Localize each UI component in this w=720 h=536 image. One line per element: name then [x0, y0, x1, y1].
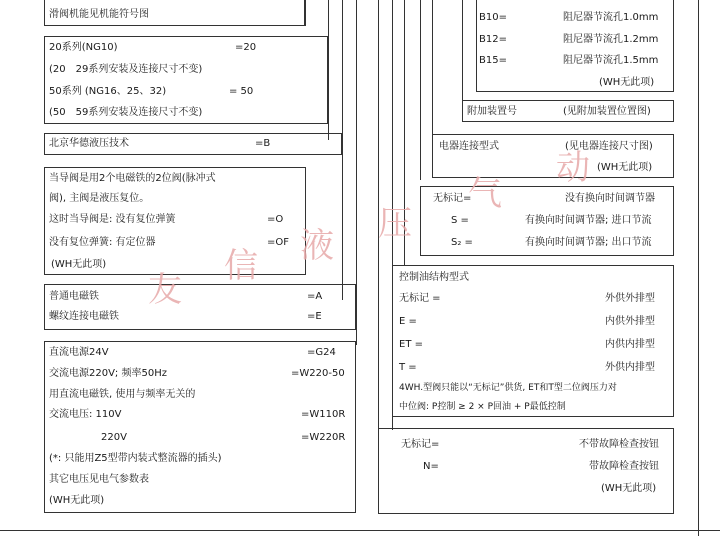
pilot-code-3: ET =: [399, 339, 423, 350]
ac-power-code: =W220-50: [291, 368, 345, 379]
watermark-char-2: 信: [224, 246, 258, 286]
orifice-box: [476, 0, 674, 92]
left-vertical-line-2: [342, 0, 343, 300]
pilot-code-1: 无标记 =: [399, 293, 441, 304]
reset-line-1: 当导阀是用2个电磁铁的2位阀(脉冲式: [49, 173, 216, 184]
reset-line-3-code: =O: [267, 214, 284, 225]
technology-box: [44, 133, 342, 155]
watermark-char-4: 压: [378, 204, 412, 244]
solenoid-standard-code: =A: [307, 291, 323, 302]
ac-110-label: 交流电压: 110V: [49, 409, 122, 420]
solenoid-threaded-code: =E: [307, 311, 322, 322]
ac-110-code: =W110R: [301, 409, 346, 420]
orifice-code-1: B10=: [479, 12, 507, 23]
valve-function-box: [44, 0, 306, 26]
dc-power-label: 直流电源24V: [49, 347, 109, 358]
pilot-desc-2: 内供外排型: [605, 316, 655, 327]
watermark-char-6: 动: [556, 148, 590, 188]
attachment-label: 附加装置号: [467, 106, 517, 117]
reset-line-2: 阀), 主阀是液压复位。: [49, 193, 150, 204]
series-box: [44, 36, 328, 124]
switching-desc-3: 有换向时间调节器; 出口节流: [525, 237, 652, 248]
ac-220-code: =W220R: [301, 432, 346, 443]
switching-code-2: S =: [451, 215, 469, 226]
left-vertical-line-1: [328, 0, 329, 140]
orifice-code-3: B15=: [479, 55, 507, 66]
left-vertical-line-3: [356, 0, 357, 345]
ac-power-label: 交流电源220V; 频率50Hz: [49, 368, 167, 379]
pilot-note-1: 4WH.型阀只能以“无标记”供货, ET和T型二位阀压力对: [399, 383, 617, 393]
power-supply-box: [44, 341, 356, 513]
rectifier-label: 用直流电磁铁, 使用与频率无关的: [49, 389, 196, 400]
reset-line-4-code: =OF: [267, 237, 290, 248]
valve-function-label: 滑阀机能见机能符号图: [49, 9, 149, 20]
solenoid-threaded-label: 螺纹连接电磁铁: [49, 311, 119, 322]
right-vertical-line-6: [462, 0, 463, 100]
pilot-desc-4: 外供内排型: [605, 362, 655, 373]
switching-desc-2: 有换向时间调节器; 进口节流: [525, 215, 652, 226]
orifice-wh-note: (WH无此项): [599, 77, 655, 88]
electrical-connection-label: 电器连接型式: [439, 141, 499, 152]
pilot-code-2: E =: [399, 316, 417, 327]
solenoid-type-box: [44, 284, 356, 330]
right-frame-line: [698, 0, 699, 536]
power-wh-note: (WH无此项): [49, 495, 105, 506]
orifice-desc-3: 阻尼器节流孔1.5mm: [563, 55, 659, 66]
attachment-note: (见附加装置位置图): [563, 106, 651, 117]
watermark-char-3: 液: [300, 226, 334, 266]
dc-power-code: =G24: [307, 347, 336, 358]
fault-code-1: 无标记=: [401, 439, 440, 450]
technology-code: =B: [255, 138, 271, 149]
orifice-desc-2: 阻尼器节流孔1.2mm: [563, 34, 659, 45]
solenoid-standard-label: 普通电磁铁: [49, 291, 99, 302]
fault-desc-1: 不带故障检查按钮: [579, 439, 659, 450]
technology-label: 北京华德液压技术: [49, 138, 129, 149]
watermark-char-5: 气: [468, 174, 502, 214]
series-20-note: (20 29系列安装及连接尺寸不变): [49, 64, 203, 75]
reset-wh-note: (WH无此项): [51, 259, 107, 270]
orifice-code-2: B12=: [479, 34, 507, 45]
rectifier-note: (*: 只能用Z5型带内装式整流器的插头): [49, 453, 222, 464]
switching-code-1: 无标记=: [433, 193, 472, 204]
series-20-code: =20: [235, 42, 257, 53]
reset-type-box: [44, 167, 306, 275]
fault-desc-2: 带故障检查按钮: [589, 461, 659, 472]
right-vertical-line-4: [420, 0, 421, 180]
fault-wh-note: (WH无此项): [601, 483, 657, 494]
fault-code-2: N=: [423, 461, 439, 472]
series-50-note: (50 59系列安装及连接尺寸不变): [49, 107, 203, 118]
reset-line-3: 这时当导阀是: 没有复位弹簧: [49, 214, 176, 225]
attachment-box: [462, 100, 674, 122]
pilot-desc-3: 内供内排型: [605, 339, 655, 350]
switching-desc-1: 没有换向时间调节器: [565, 193, 655, 204]
fault-check-box: [378, 428, 674, 514]
switching-time-box: [420, 186, 674, 256]
pilot-code-4: T =: [399, 362, 417, 373]
other-voltage-label: 其它电压见电气参数表: [49, 474, 149, 485]
reset-line-4: 没有复位弹簧: 有定位器: [49, 237, 156, 248]
switching-code-3: S₂ =: [451, 237, 473, 248]
watermark-char-1: 友: [148, 270, 182, 310]
series-50-code: = 50: [229, 86, 254, 97]
orifice-desc-1: 阻尼器节流孔1.0mm: [563, 12, 659, 23]
right-vertical-line-5: [432, 0, 433, 135]
pilot-oil-title: 控制油结构型式: [399, 272, 469, 283]
pilot-note-2: 中位阀: P控制 ≥ 2 × P回油 + P最低控制: [399, 402, 566, 412]
series-50-label: 50系列 (NG16、25、32): [49, 86, 167, 97]
pilot-desc-1: 外供外排型: [605, 293, 655, 304]
ac-220-label: 220V: [101, 432, 127, 443]
pilot-oil-box: [392, 265, 674, 417]
electrical-connection-wh: (WH无此项): [597, 162, 653, 173]
series-20-label: 20系列(NG10): [49, 42, 118, 53]
electrical-connection-note: (见电器连接尺寸图): [565, 141, 653, 152]
bottom-frame-line: [0, 530, 720, 531]
